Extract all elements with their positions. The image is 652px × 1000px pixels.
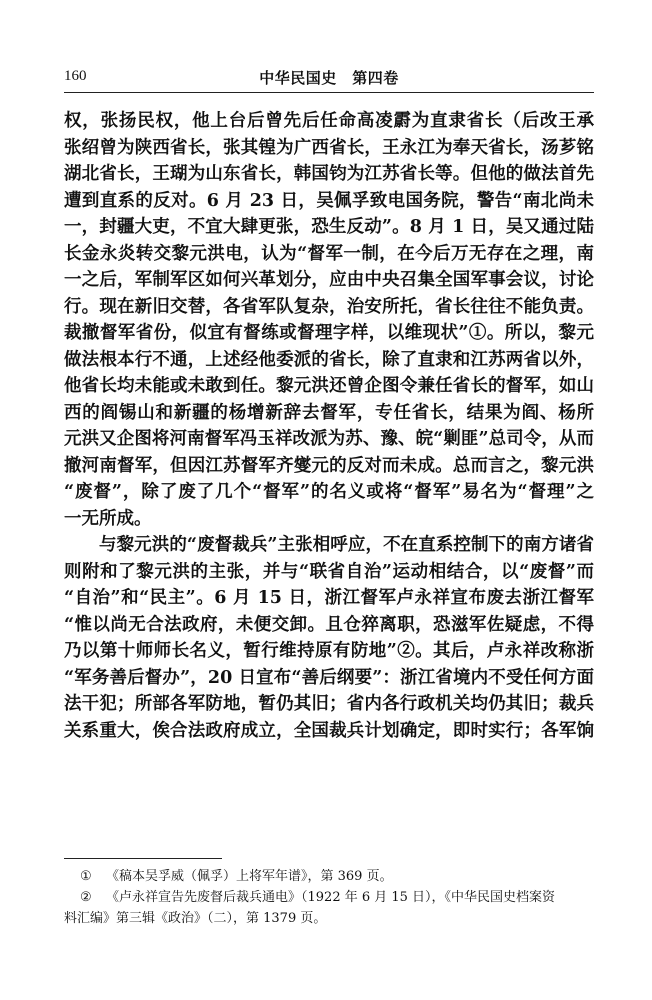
body-line: 裁撤督军省份，似宜有督练或督理字样，以维现状”①。所以，黎元 <box>64 323 594 343</box>
footnote-text: 《稿本吴孚威（佩孚）上将军年谱》，第 369 页。 <box>106 869 393 884</box>
footnote-2-continuation: 料汇编》第三辑《政治》（二），第 1379 页。 <box>64 911 327 926</box>
footnote-1 <box>64 866 604 887</box>
body-line: “惟以尚无合法政府，未便交卸。且仓猝离职，恐滋军佐疑虑，不得 <box>64 614 594 635</box>
page-header <box>64 64 594 93</box>
body-line: “军务善后督办”，20 日宣布“善后纲要”：浙江省境内不受任何方面 <box>64 667 594 688</box>
body-line: 一无所成。 <box>64 508 152 529</box>
body-line: 张绍曾为陕西省长，张其锽为广西省长，王永江为奉天省长，汤芗铭 <box>64 137 594 158</box>
body-text <box>64 108 594 744</box>
body-line: 撤河南督军，但因江苏督军齐燮元的反对而未成。总而言之，黎元洪 <box>64 455 594 476</box>
footnote-marker: ② <box>80 890 92 905</box>
body-line: 元洪又企图将河南督军冯玉祥改派为苏、豫、皖“剿匪”总司令，从而 <box>64 429 594 449</box>
body-line: 行。现在新旧交替，各省军队复杂，治安所托，省长往往不能负责。 <box>64 296 594 317</box>
body-line: 遭到直系的反对。6 月 23 日，吴佩孚致电国务院，警告“南北尚未 <box>64 190 594 211</box>
body-line: 关系重大，俟合法政府成立，全国裁兵计划确定，即时实行；各军饷 <box>64 720 594 741</box>
body-line: “废督”，除了废了几个“督军”的名义或将“督军”易名为“督理”之 <box>64 482 594 502</box>
body-line: 西的阎锡山和新疆的杨增新辞去督军，专任省长，结果为阎、杨所 <box>64 402 594 423</box>
body-line: 与黎元洪的“废督裁兵”主张相呼应，不在直系控制下的南方诸省 <box>99 535 594 555</box>
page-number: 160 <box>64 68 87 84</box>
running-head: 中华民国史 第四卷 <box>259 69 399 87</box>
footnote-text: 《卢永祥宣告先废督后裁兵通电》（1922 年 6 月 15 日），《中华民国史档案资 <box>106 890 556 905</box>
body-line: 湖北省长，王瑚为山东省长，韩国钧为江苏省长等。但他的做法首先 <box>64 164 594 184</box>
body-line: 则附和了黎元洪的主张，并与“联省自治”运动相结合，以“废督”而 <box>64 561 594 582</box>
footnotes <box>64 866 604 929</box>
body-line: 乃以第十师师长名义，暂行维持原有防地”②。其后，卢永祥改称浙 <box>64 641 594 661</box>
body-line: 做法根本行不通，上述经他委派的省长，除了直隶和江苏两省以外， <box>64 349 594 370</box>
footnote-marker: ① <box>80 869 92 884</box>
body-line: 长金永炎转交黎元洪电，认为“督军一制，在今后万无存在之理，南 <box>64 243 594 264</box>
body-line: 权，张扬民权，他上台后曾先后任命高凌霨为直隶省长（后改王承 <box>64 111 594 131</box>
body-line: 一，封疆大吏，不宜大肆更张，恐生反动”。8 月 1 日，吴又通过陆 <box>64 217 594 237</box>
body-line: 法干犯；所部各军防地，暂仍其旧；省内各行政机关均仍其旧；裁兵 <box>64 694 594 714</box>
footnote-2 <box>64 887 604 908</box>
body-line: “自治”和“民主”。6 月 15 日，浙江督军卢永祥宣布废去浙江督军 <box>64 588 594 608</box>
body-line: 一之后，军制军区如何兴革划分，应由中央召集全国军事会议，讨论 <box>64 270 594 290</box>
body-line: 他省长均未能或未敢到任。黎元洪还曾企图令兼任省长的督军，如山 <box>64 376 594 396</box>
footnote-divider <box>64 858 222 859</box>
